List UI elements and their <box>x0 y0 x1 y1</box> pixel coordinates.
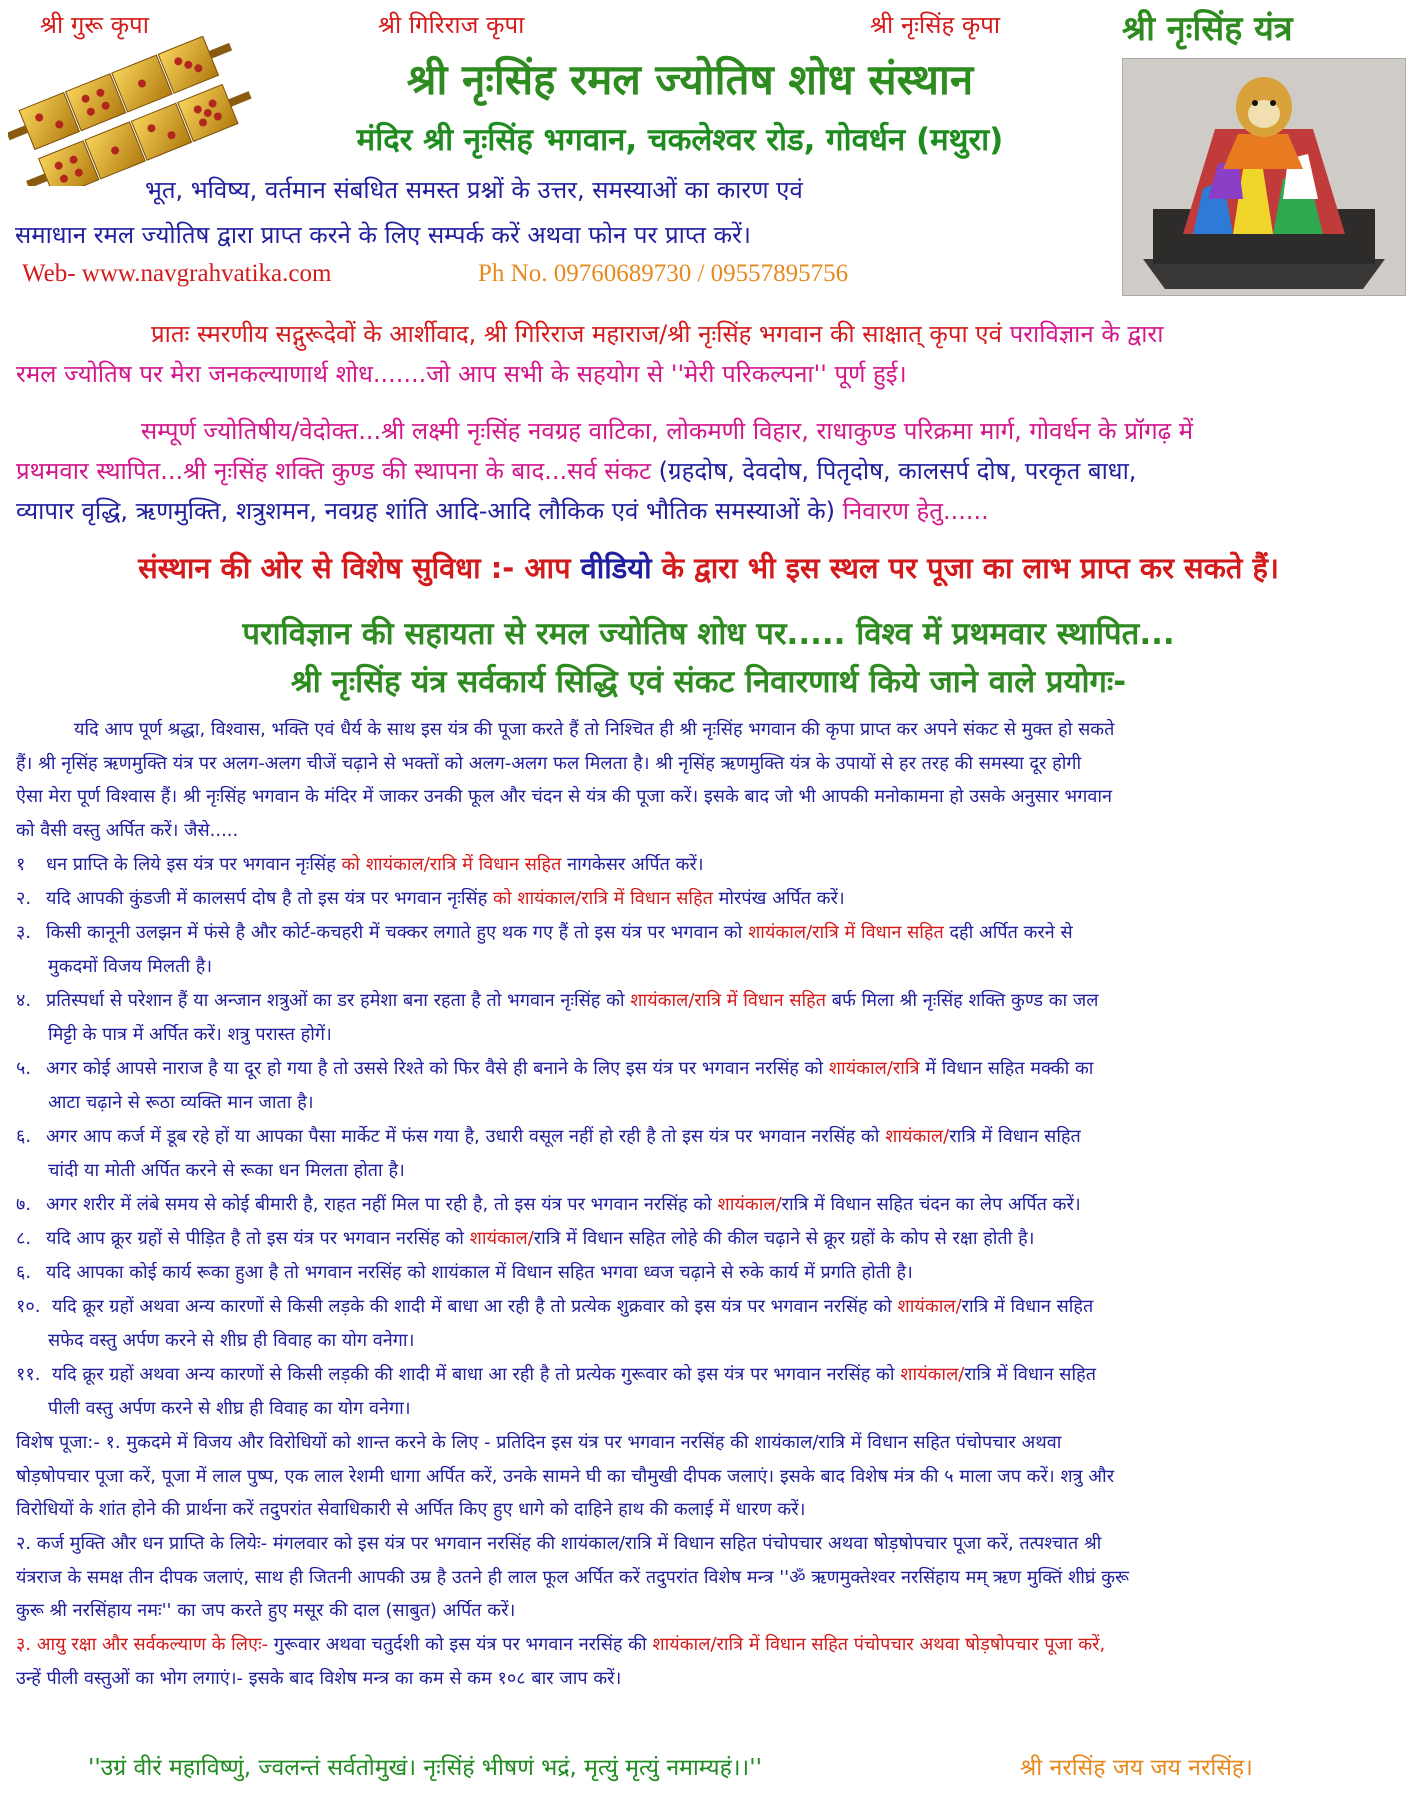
list-item: १ धन प्राप्ति के लिये इस यंत्र पर भगवान नृःसिंह को शायंकाल/रात्रि में विधान सहित नागकेसर अर्पित करें। <box>16 854 704 875</box>
body-intro-line-3: ऐसा मेरा पूर्ण विश्वास हैं। श्री नृःसिंह भगवान के मंदिर में जाकर उनकी फूल और चंदन से यंत्र की पूजा करें। इसके बाद जो भी आपकी मनोकामना हो उसके अनुसार भगवान <box>16 786 1112 807</box>
temple-address: मंदिर श्री नृःसिंह भगवान, चकलेश्वर रोड, गोवर्धन (मथुरा) <box>356 122 1004 158</box>
header-giriraj-kripa: श्री गिरिराज कृपा <box>378 11 525 39</box>
special-facility-notice: संस्थान की ओर से विशेष सुविधा :- आप वीडियो के द्वारा भी इस स्थल पर पूजा का लाभ प्राप्त कर सकते हैं। <box>138 551 1279 585</box>
header-guru-kripa: श्री गुरू कृपा <box>40 11 149 39</box>
blessing-line-1b: पराविज्ञान के द्वारा <box>1009 320 1164 348</box>
mantra-quote: ''उग्रं वीरं महाविष्णुं, ज्वलन्तं सर्वतोमुखं। नृःसिंहं भीषणं भद्रं, मृत्युं मृत्युं नमाम्यहं।।'' <box>88 1755 762 1781</box>
establishment-paragraph <box>16 411 1402 531</box>
header-nrisingh-kripa: श्री नृःसिंह कृपा <box>870 11 1001 39</box>
special-puja-2: २. कर्ज मुक्ति और धन प्राप्ति के लियेः- मंगलवार को इस यंत्र पर भगवान नरसिंह की शायंकाल/रात्रि में विधान सहित पंचोपचार अथवा षोड़षोपचार पूजा करें, तत्पश्चात श्री यंत्रराज के समक्ष तीन दीपक जलाएं, साथ ही जितनी आपकी उम्र है उतने ही लाल फूल अर्पित करें तदुपरांत विशेष मन्त्र ''ॐ ऋणमुक्तेश्वर नरसिंहाय मम् ऋण मुक्तिं शीघ्रं कुरू कुरू श्री नरसिंहाय नमः'' का जप करते हुए मसूर की दाल (साबुत) अर्पित करें। <box>16 1533 1130 1621</box>
body-intro-line-2: हैं। श्री नृसिंह ऋणमुक्ति यंत्र पर अलग-अलग चीजें चढ़ाने से भक्तों को अलग-अलग फल मिलता है। श्री नृसिंह ऋणमुक्ति यंत्र के उपायों से हर तरह की समस्या दूर होगी <box>16 752 1082 774</box>
list-item: ८. यदि आप क्रूर ग्रहों से पीड़ित है तो इस यंत्र पर भगवान नरसिंह को शायंकाल/रात्रि में विधान सहित लोहे की कील चढ़ाने से क्रूर ग्रहों के कोप से रक्षा होती है। <box>16 1228 1035 1249</box>
special-puja-3: ३. आयु रक्षा और सर्वकल्याण के लिएः- गुरूवार अथवा चतुर्दशी को इस यंत्र पर भगवान नरसिंह की शायंकाल/रात्रि में विधान सहित पंचोपचार अथवा षोड़षोपचार पूजा करें, उन्हें पीली वस्तुओं का भोग लगाएं।- इसके बाद विशेष मन्त्र का कम से कम १०८ बार जाप करें। <box>16 1634 1106 1689</box>
list-item: ११. यदि क्रूर ग्रहों अथवा अन्य कारणों से किसी लड़की की शादी में बाधा आ रही है तो प्रत्येक गुरूवार को इस यंत्र पर भगवान नरसिंह को शायंकाल/रात्रि में विधान सहित पीली वस्तु अर्पण करने से शीघ्र ही विवाह का योग वनेगा। <box>16 1364 1096 1419</box>
intro-line-1: भूत, भविष्य, वर्तमान संबधित समस्त प्रश्नों के उत्तर, समस्याओं का कारण एवं <box>145 176 803 204</box>
video-word: वीडियो <box>580 551 652 585</box>
establishment-line-3b: निवारण हेतु...... <box>842 497 989 525</box>
green-heading-1: पराविज्ञान की सहायता से रमल ज्योतिष शोध पर..... विश्व में प्रथमवार स्थापित... <box>242 616 1175 652</box>
establishment-line-2a: प्रथमवार स्थापित...श्री नृःसिंह शक्ति कुण्ड की स्थापना के बाद...सर्व संकट <box>16 457 659 485</box>
blessing-paragraph <box>16 314 1402 394</box>
body-intro-line-4: को वैसी वस्तु अर्पित करें। जैसे..... <box>16 819 239 841</box>
jay-narsingh: श्री नरसिंह जय जय नरसिंह। <box>1020 1755 1253 1781</box>
body-intro <box>16 713 1406 847</box>
yantra-photo <box>1122 58 1406 296</box>
website-link[interactable]: Web- www.navgrahvatika.com <box>22 260 332 287</box>
list-item: ३. किसी कानूनी उलझन में फंसे है और कोर्ट-कचहरी में चक्कर लगाते हुए थक गए हैं तो इस यंत्र पर भगवान को शायंकाल/रात्रि में विधान सहित दही अर्पित करने से मुकदमों विजय मिलती है। <box>16 922 1073 977</box>
list-item: २. यदि आपकी कुंडजी में कालसर्प दोष है तो इस यंत्र पर भगवान नृःसिंह को शायंकाल/रात्रि में विधान सहित मोरपंख अर्पित करें। <box>16 888 845 909</box>
yantra-title: श्री नृःसिंह यंत्र <box>1122 9 1293 49</box>
phone-numbers: Ph No. 09760689730 / 09557895756 <box>478 260 849 287</box>
list-item: ५. अगर कोई आपसे नाराज है या दूर हो गया है तो उससे रिश्ते को फिर वैसे ही बनाने के लिए इस यंत्र पर भगवान नरसिंह को शायंकाल/रात्रि में विधान सहित मक्की का आटा चढ़ाने से रूठा व्यक्ति मान जाता है। <box>16 1058 1094 1113</box>
establishment-line-2b: (ग्रहदोष, देवदोष, पितृदोष, कालसर्प दोष, परकृत बाधा, <box>658 457 1137 485</box>
special-puja-1: विशेष पूजा:- १. मुकदमे में विजय और विरोधियों को शान्त करने के लिए - प्रतिदिन इस यंत्र पर भगवान नरसिंह की शायंकाल/रात्रि में विधान सहित पंचोपचार अथवा षोड़षोपचार पूजा करें, पूजा में लाल पुष्प, एक लाल रेशमी धागा अर्पित करें, उनके सामने घी का चौमुखी दीपक जलाएं। इसके बाद विशेष मंत्र की ५ माला जप करें। शत्रु और विरोधियों के शांत होने की प्रार्थना करें तदुपरांत सेवाधिकारी से अर्पित किए हुए धागे को दाहिने हाथ की कलाई में धारण करें। <box>16 1432 1115 1520</box>
intro-line-2: समाधान रमल ज्योतिष द्वारा प्राप्त करने के लिए सम्पर्क करें अथवा फोन पर प्राप्त करें। <box>15 221 751 249</box>
list-item: ६. अगर आप कर्ज में डूब रहे हों या आपका पैसा मार्केट में फंस गया है, उधारी वसूल नहीं हो रही है तो इस यंत्र पर भगवान नरसिंह को शायंकाल/रात्रि में विधान सहित चांदी या मोती अर्पित करने से रूका धन मिलता होता है। <box>16 1126 1081 1181</box>
institute-title: श्री नृःसिंह रमल ज्योतिष शोध संस्थान <box>406 55 974 104</box>
body-intro-line-1: यदि आप पूर्ण श्रद्धा, विश्वास, भक्ति एवं धैर्य के साथ इस यंत्र की पूजा करते हैं तो निश्चित ही श्री नृःसिंह भगवान की कृपा प्राप्त कर अपने संकट से मुक्त हो सकते <box>74 719 1115 740</box>
establishment-line-3a: व्यापार वृद्धि, ऋणमुक्ति, शत्रुशमन, नवग्रह शांति आदि-आदि लौकिक एवं भौतिक समस्याओं के) <box>16 497 843 525</box>
green-heading-2: श्री नृःसिंह यंत्र सर्वकार्य सिद्धि एवं संकट निवारणार्थ किये जाने वाले प्रयोगः- <box>290 664 1127 700</box>
establishment-line-1: सम्पूर्ण ज्योतिषीय/वेदोक्त...श्री लक्ष्मी नृःसिंह नवग्रह वाटिका, लोकमणी विहार, राधाकुण्ड परिक्रमा मार्ग, गोवर्धन के प्रॉगढ़ में <box>141 417 1194 445</box>
blessing-line-2: रमल ज्योतिष पर मेरा जनकल्याणार्थ शोध.......जो आप सभी के सहयोग से ''मेरी परिकल्पना'' पूर्ण हुई। <box>16 360 907 388</box>
list-item: ७. अगर शरीर में लंबे समय से कोई बीमारी है, राहत नहीं मिल पा रही है, तो इस यंत्र पर भगवान नरसिंह को शायंकाल/रात्रि में विधान सहित चंदन का लेप अर्पित करें। <box>16 1194 1081 1215</box>
list-item: ४. प्रतिस्पर्धा से परेशान हैं या अन्जान शत्रुओं का डर हमेशा बना रहता है तो भगवान नृःसिंह को शायंकाल/रात्रि में विधान सहित बर्फ मिला श्री नृःसिंह शक्ति कुण्ड का जल मिट्टी के पात्र में अर्पित करें। शत्रु परास्त होगें। <box>16 990 1099 1045</box>
list-item: १०. यदि क्रूर ग्रहों अथवा अन्य कारणों से किसी लड़के की शादी में बाधा आ रही है तो प्रत्येक शुक्रवार को इस यंत्र पर भगवान नरसिंह को शायंकाल/रात्रि में विधान सहित सफेद वस्तु अर्पण करने से शीघ्र ही विवाह का योग वनेगा। <box>16 1296 1094 1351</box>
ramal-dice-image <box>8 36 268 186</box>
blessing-line-1a: प्रातः स्मरणीय सद्गुरूदेवों के आर्शीवाद, श्री गिरिराज महाराज/श्री नृःसिंह भगवान की साक्षात् कृपा एवं <box>151 320 1010 348</box>
list-item: ६. यदि आपका कोई कार्य रूका हुआ है तो भगवान नरसिंह को शायंकाल में विधान सहित भगवा ध्वज चढ़ाने से रुके कार्य में प्रगति होती है। <box>16 1262 913 1283</box>
